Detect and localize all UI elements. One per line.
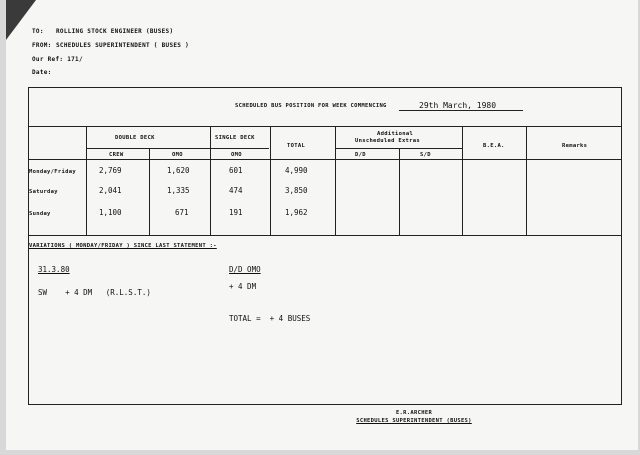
memo-date-label: Date: [32, 69, 52, 76]
table-header-bottom-rule [29, 159, 621, 160]
table-header-top-rule [29, 126, 621, 127]
cell-total-sunday: 1,962 [285, 208, 308, 217]
memo-from [32, 42, 189, 49]
sub-header-dd: D/D [355, 152, 366, 158]
variations-dd-omo-label: D/D OMO [229, 265, 261, 274]
cell-total-saturday: 3,850 [285, 186, 308, 195]
cell-dd-omo-saturday: 1,335 [167, 186, 190, 195]
memo-to-label: TO: [32, 28, 44, 35]
memo-ref [32, 56, 83, 63]
document-page [6, 0, 638, 450]
sub-header-dd-omo: OMO [172, 152, 183, 158]
col-header-single-deck: SINGLE DECK [215, 135, 255, 141]
memo-to [32, 28, 173, 35]
memo-from-value: SCHEDULES SUPERINTENDENT ( BUSES ) [56, 42, 190, 49]
cell-dd-omo-sunday: 671 [175, 208, 189, 217]
col-divider-3 [210, 126, 211, 235]
col-header-double-deck: DOUBLE DECK [115, 135, 155, 141]
row-label-saturday: Saturday [29, 189, 58, 195]
col-header-total: TOTAL [287, 143, 306, 149]
memo-ref-value: 171/ [67, 56, 83, 63]
row-label-sunday: Sunday [29, 211, 51, 217]
memo-ref-label: Our Ref: [32, 56, 64, 63]
variations-route-change: SW + 4 DM (R.L.S.T.) [38, 288, 151, 297]
col-header-unscheduled-extras: Unscheduled Extras [355, 138, 421, 144]
variations-heading: VARIATIONS ( MONDAY/FRIDAY ) SINCE LAST STATEMENT :- [29, 243, 217, 249]
cell-crew-sunday: 1,100 [99, 208, 122, 217]
variations-date: 31.3.80 [38, 265, 70, 274]
col-header-additional: Additional [377, 131, 414, 137]
table-bottom-rule [29, 235, 621, 236]
col-divider-1 [86, 126, 87, 235]
signature-name: E.R.ARCHER [395, 410, 433, 416]
sub-header-sd-omo: OMO [231, 152, 242, 158]
col-divider-6 [399, 148, 400, 235]
cell-crew-saturday: 2,041 [99, 186, 122, 195]
memo-from-label: FROM: [32, 42, 52, 49]
memo-date [32, 69, 52, 76]
signature-title: SCHEDULES SUPERINTENDENT (BUSES) [356, 418, 472, 424]
cell-crew-weekday: 2,769 [99, 166, 122, 175]
cell-dd-omo-weekday: 1,620 [167, 166, 190, 175]
col-divider-2 [149, 148, 150, 235]
cell-sd-omo-saturday: 474 [229, 186, 243, 195]
col-divider-4 [270, 126, 271, 235]
col-divider-7 [462, 126, 463, 235]
sub-header-crew: CREW [109, 152, 124, 158]
cell-sd-omo-sunday: 191 [229, 208, 243, 217]
bus-position-form [28, 87, 622, 405]
col-header-bea: B.E.A. [483, 143, 505, 149]
week-date: 29th March, 1980 [419, 101, 497, 110]
row-label-monday-friday: Monday/Friday [29, 169, 76, 175]
sub-header-rule [86, 148, 269, 149]
variations-dd-omo-change: + 4 DM [229, 282, 257, 291]
cell-total-weekday: 4,990 [285, 166, 308, 175]
col-divider-8 [526, 126, 527, 235]
memo-to-value: ROLLING STOCK ENGINEER (BUSES) [56, 28, 174, 35]
col-divider-5 [335, 126, 336, 235]
cell-sd-omo-weekday: 601 [229, 166, 243, 175]
week-date-underline [399, 110, 523, 111]
sub-header-sd: S/D [420, 152, 431, 158]
col-header-remarks: Remarks [562, 143, 588, 149]
variations-total: TOTAL = + 4 BUSES [229, 314, 311, 323]
table-title: SCHEDULED BUS POSITION FOR WEEK COMMENCING [235, 103, 387, 109]
